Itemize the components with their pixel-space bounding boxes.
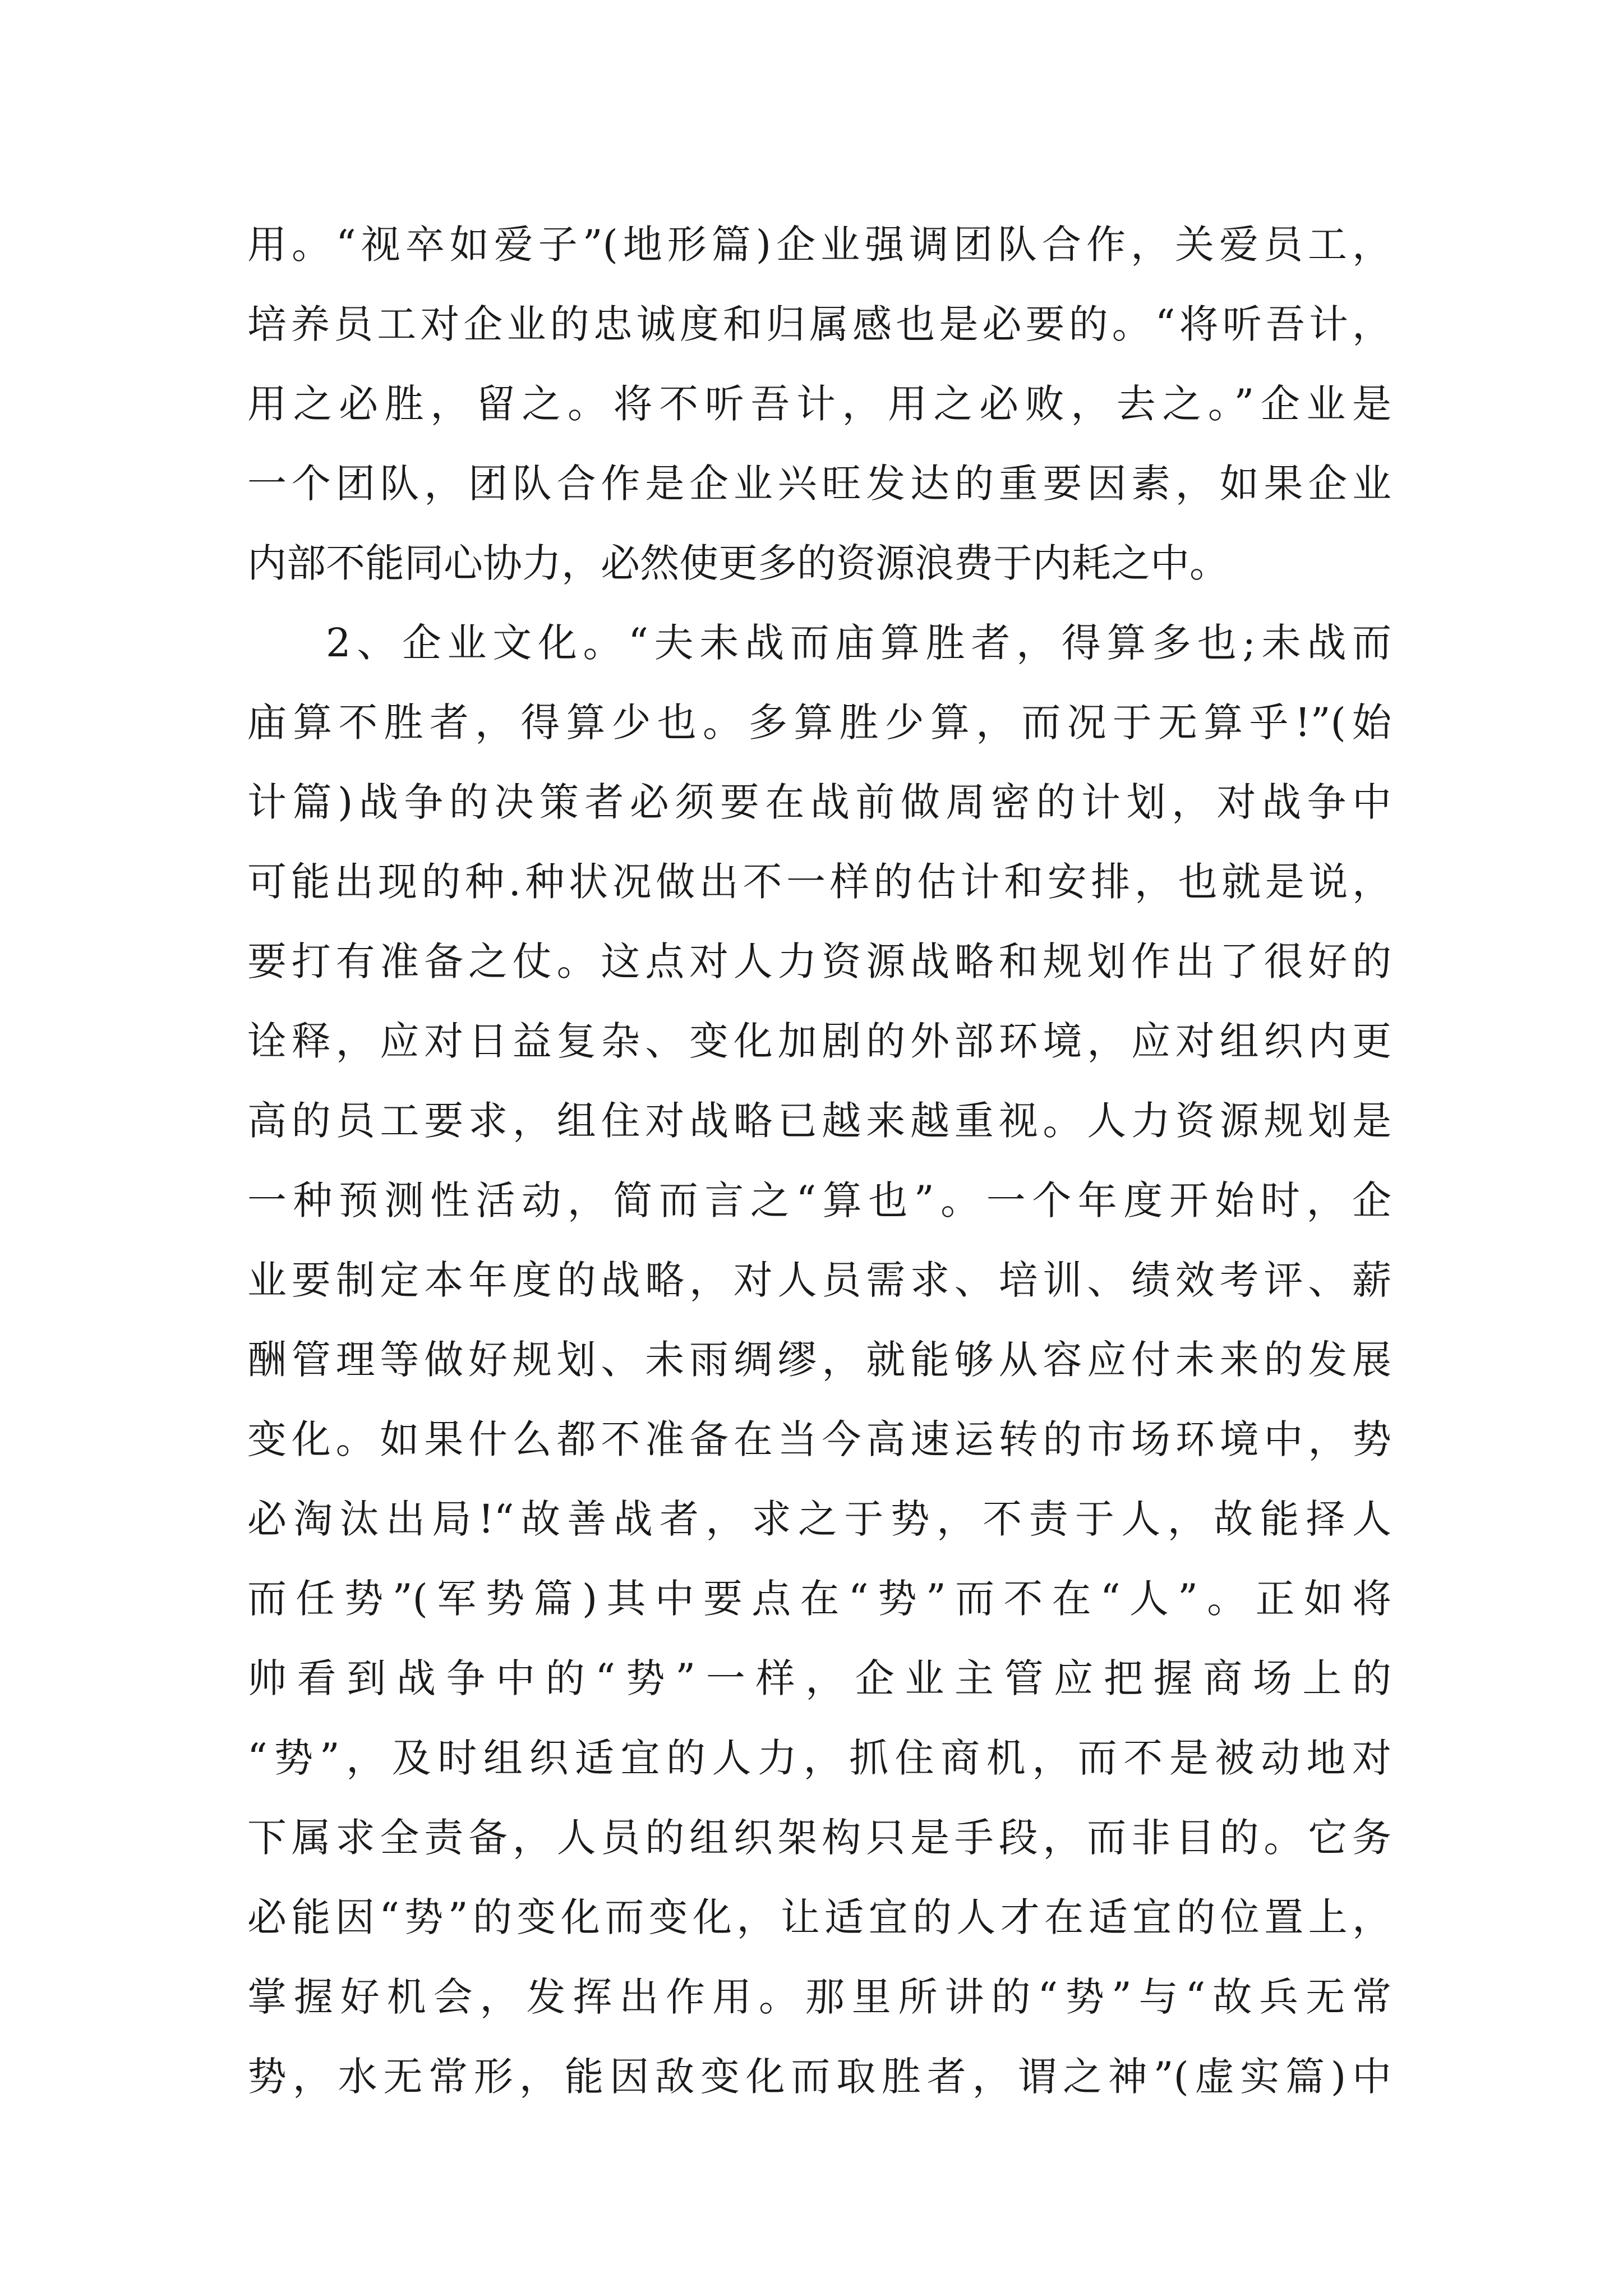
- text-line: 庙算不胜者，得算少也。多算胜少算，而况于无算乎!”(始: [247, 700, 1391, 746]
- text-line: 计篇)战争的决策者必须要在战前做周密的计划，对战争中: [247, 779, 1391, 825]
- text-line: 用。“视卒如爱子”(地形篇)企业强调团队合作，关爱员工，: [247, 222, 1391, 268]
- text-line: 下属求全责备，人员的组织架构只是手段，而非目的。它务: [247, 1815, 1391, 1861]
- text-line: 诠释，应对日益复杂、变化加剧的外部环境，应对组织内更: [247, 1018, 1391, 1064]
- text-line: 业要制定本年度的战略，对人员需求、培训、绩效考评、薪: [247, 1257, 1391, 1303]
- text-line: 可能出现的种.种状况做出不一样的估计和安排，也就是说，: [247, 859, 1391, 905]
- text-line: 酬管理等做好规划、未雨绸缪，就能够从容应付未来的发展: [247, 1337, 1391, 1383]
- text-line: 高的员工要求，组住对战略已越来越重视。人力资源规划是: [247, 1098, 1391, 1144]
- text-line: 而任势”(军势篇)其中要点在“势”而不在“人”。正如将: [247, 1576, 1391, 1622]
- body-text: [247, 205, 1391, 2116]
- text-line: 帅看到战争中的“势”一样，企业主管应把握商场上的: [247, 1655, 1391, 1701]
- text-line: 掌握好机会，发挥出作用。那里所讲的“势”与“故兵无常: [247, 1974, 1391, 2020]
- text-line: 必淘汰出局!“故善战者，求之于势，不责于人，故能择人: [247, 1496, 1391, 1542]
- text-line: 势，水无常形，能因敌变化而取胜者，谓之神”(虚实篇)中: [247, 2054, 1391, 2100]
- text-line: 内部不能同心协力，必然使更多的资源浪费于内耗之中。: [247, 540, 1229, 586]
- text-line: 2、企业文化。“夫未战而庙算胜者，得算多也;未战而: [326, 620, 1391, 666]
- text-line: 用之必胜，留之。将不听吾计，用之必败，去之。”企业是: [247, 381, 1391, 427]
- text-line: 变化。如果什么都不准备在当今高速运转的市场环境中，势: [247, 1416, 1391, 1462]
- text-line: 要打有准备之仗。这点对人力资源战略和规划作出了很好的: [247, 938, 1391, 984]
- text-line: 必能因“势”的变化而变化，让适宜的人才在适宜的位置上，: [247, 1894, 1391, 1940]
- text-line: “势”，及时组织适宜的人力，抓住商机，而不是被动地对: [247, 1735, 1391, 1781]
- text-line: 一种预测性活动，简而言之“算也”。一个年度开始时，企: [247, 1177, 1391, 1223]
- text-line: 一个团队，团队合作是企业兴旺发达的重要因素，如果企业: [247, 461, 1391, 507]
- text-line: 培养员工对企业的忠诚度和归属感也是必要的。“将听吾计，: [247, 301, 1391, 347]
